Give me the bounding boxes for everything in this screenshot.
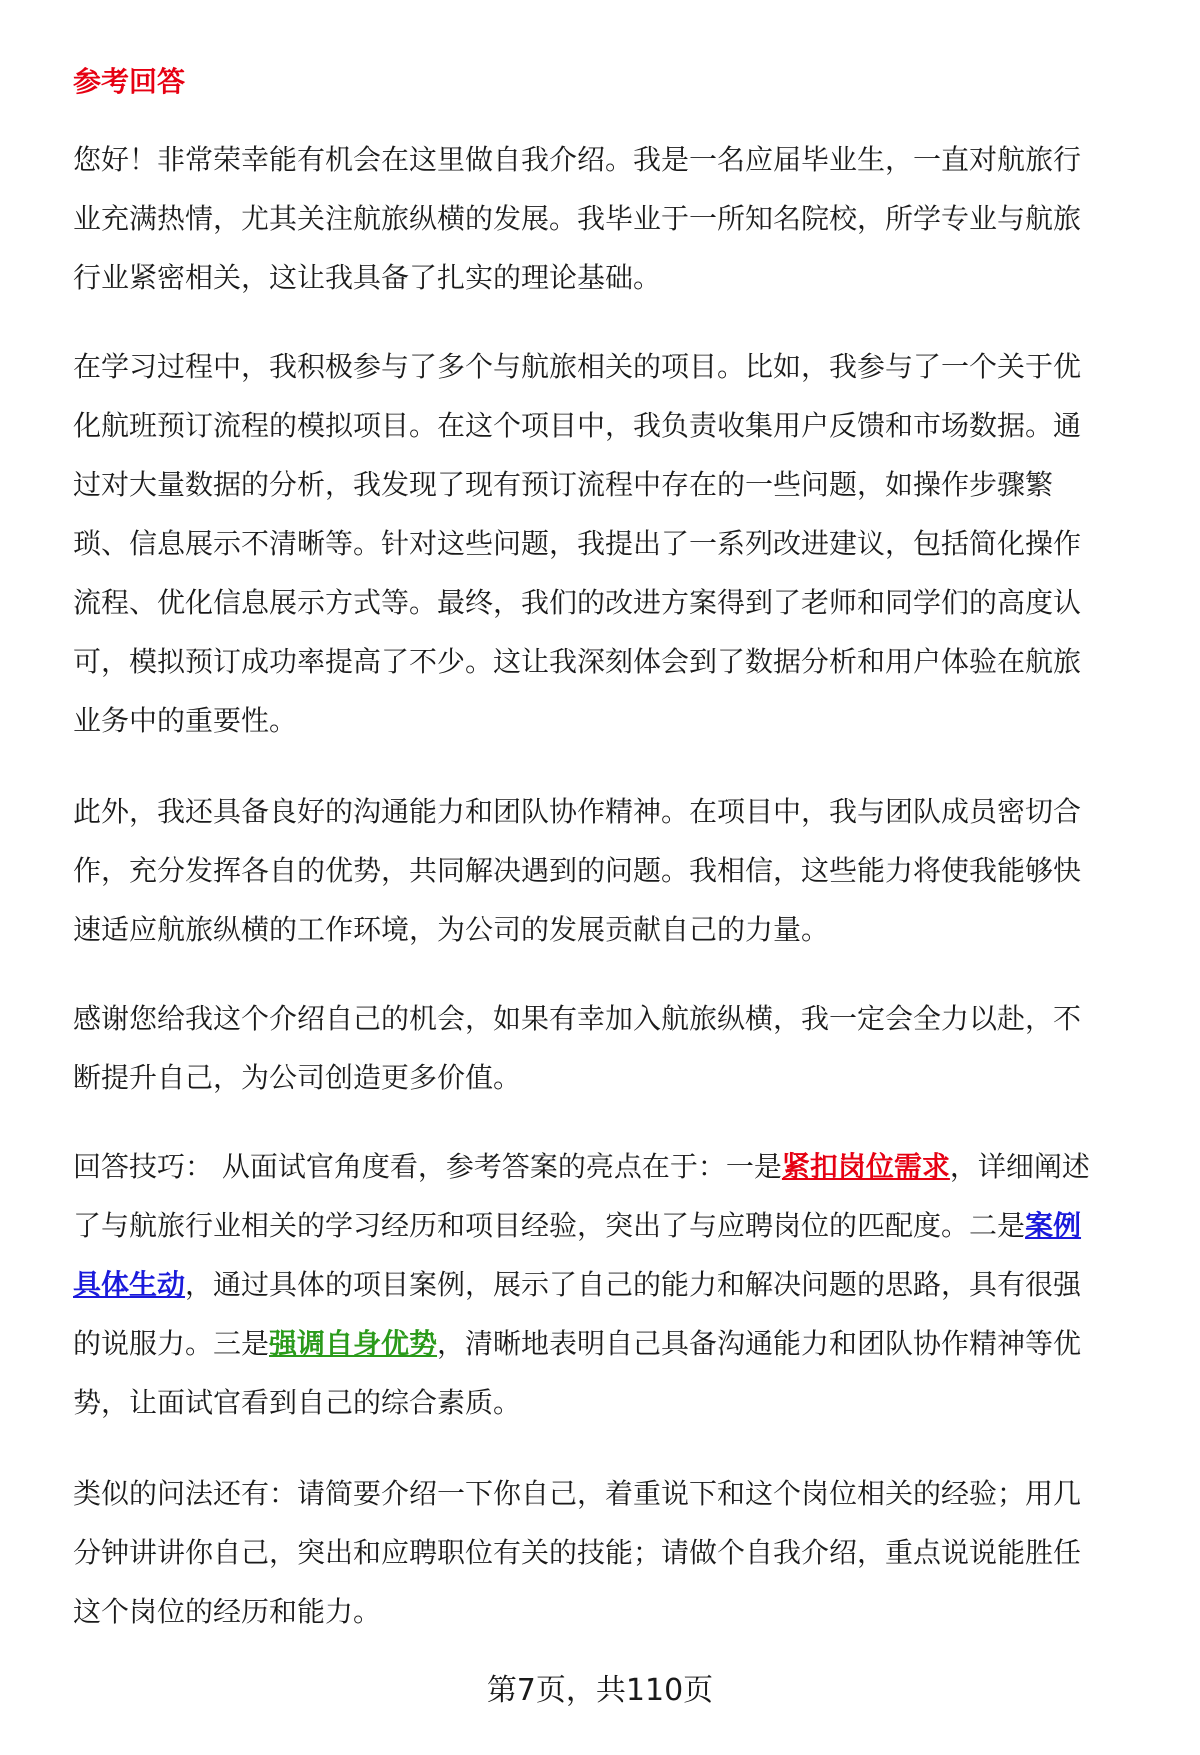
text-line: 您好！非常荣幸能有机会在这里做自我介绍。我是一名应届毕业生，一直对航旅行 bbox=[73, 143, 1082, 176]
text-line: 此外，我还具备良好的沟通能力和团队协作精神。在项目中，我与团队成员密切合 bbox=[73, 795, 1082, 828]
text-line bbox=[73, 1314, 1143, 1373]
paragraph-similar-questions bbox=[73, 1464, 1143, 1641]
text-line: 在学习过程中，我积极参与了多个与航旅相关的项目。比如，我参与了一个关于优 bbox=[73, 350, 1082, 383]
text-line: 流程、优化信息展示方式等。最终，我们的改进方案得到了老师和同学们的高度认 bbox=[73, 586, 1082, 619]
highlight-green: 强调自身优势 bbox=[269, 1327, 438, 1360]
text-line: 感谢您给我这个介绍自己的机会，如果有幸加入航旅纵横，我一定会全力以赴，不 bbox=[73, 1002, 1082, 1035]
paragraph-intro bbox=[73, 130, 1143, 307]
highlight-red: 紧扣岗位需求 bbox=[781, 1150, 950, 1183]
text-line: 势，让面试官看到自己的综合素质。 bbox=[73, 1386, 522, 1419]
paragraph-tips bbox=[73, 1137, 1143, 1432]
page-number: 第7页，共110页 bbox=[486, 1673, 714, 1708]
text-line bbox=[73, 1137, 1143, 1196]
text-line: 可，模拟预订成功率提高了不少。这让我深刻体会到了数据分析和用户体验在航旅 bbox=[73, 645, 1082, 678]
text-line bbox=[73, 1196, 1143, 1255]
highlight-blue: 具体生动 bbox=[73, 1268, 186, 1301]
text-line: 类似的问法还有：请简要介绍一下你自己，着重说下和这个岗位相关的经验；用几 bbox=[73, 1477, 1082, 1510]
paragraph-thanks bbox=[73, 989, 1143, 1107]
tips-text: 的说服力。三是 bbox=[73, 1327, 270, 1360]
text-line: 这个岗位的经历和能力。 bbox=[73, 1595, 382, 1628]
paragraph-project bbox=[73, 337, 1143, 750]
text-line bbox=[73, 1255, 1143, 1314]
tips-text: 了与航旅行业相关的学习经历和项目经验，突出了与应聘岗位的匹配度。二是 bbox=[73, 1209, 1026, 1242]
text-line: 业充满热情，尤其关注航旅纵横的发展。我毕业于一所知名院校，所学专业与航旅 bbox=[73, 202, 1082, 235]
text-line: 作，充分发挥各自的优势，共同解决遇到的问题。我相信，这些能力将使我能够快 bbox=[73, 854, 1082, 887]
tips-text: ，清晰地表明自己具备沟通能力和团队协作精神等优 bbox=[437, 1327, 1082, 1360]
text-line: 行业紧密相关，这让我具备了扎实的理论基础。 bbox=[73, 261, 662, 294]
text-line: 化航班预订流程的模拟项目。在这个项目中，我负责收集用户反馈和市场数据。通 bbox=[73, 409, 1082, 442]
text-line: 断提升自己，为公司创造更多价值。 bbox=[73, 1061, 522, 1094]
text-line: 业务中的重要性。 bbox=[73, 704, 298, 737]
tips-text: ，通过具体的项目案例，展示了自己的能力和解决问题的思路，具有很强 bbox=[185, 1268, 1082, 1301]
tips-text: ，详细阐述 bbox=[949, 1150, 1090, 1183]
highlight-blue: 案例 bbox=[1025, 1209, 1082, 1242]
text-line: 过对大量数据的分析，我发现了现有预订流程中存在的一些问题，如操作步骤繁 bbox=[73, 468, 1054, 501]
text-line: 速适应航旅纵横的工作环境，为公司的发展贡献自己的力量。 bbox=[73, 913, 830, 946]
paragraph-skills bbox=[73, 782, 1143, 959]
text-line: 分钟讲讲你自己，突出和应聘职位有关的技能；请做个自我介绍，重点说说能胜任 bbox=[73, 1536, 1082, 1569]
text-line: 琐、信息展示不清晰等。针对这些问题，我提出了一系列改进建议，包括简化操作 bbox=[73, 527, 1082, 560]
tips-text: 回答技巧： 从面试官角度看，参考答案的亮点在于：一是 bbox=[73, 1150, 782, 1183]
section-heading: 参考回答 bbox=[73, 65, 186, 98]
